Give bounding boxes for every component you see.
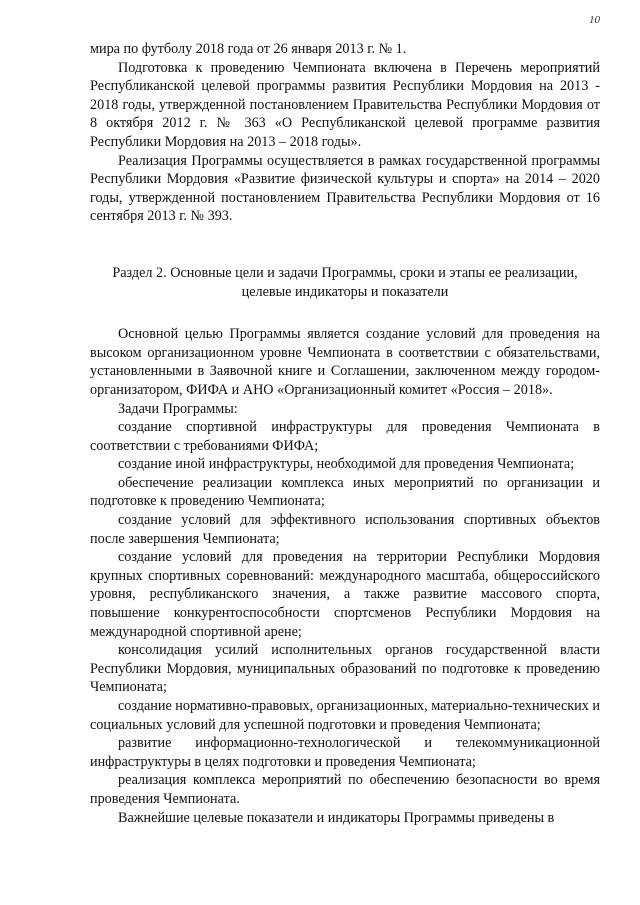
task-item: обеспечение реализации комплекса иных мероприятий по организации и подготовке к проведению Чемпионата; <box>90 474 600 510</box>
task-item: создание иной инфраструктуры, необходимой для проведения Чемпионата; <box>118 456 575 473</box>
spacer <box>90 301 600 325</box>
document-body <box>90 40 600 827</box>
task-item: реализация комплекса мероприятий по обеспечению безопасности во время проведения Чемпионата. <box>90 772 600 807</box>
page-number: 10 <box>589 14 600 26</box>
task-item: создание условий для проведения на территории Республики Мордовия крупных спортивных соревнований: международного масштаба, общероссийского уровня, республиканского значения, а также развитие массового спорта, повышение конкурентоспособности спортсменов Республики Мордовия на международной спортивной арене; <box>90 549 600 640</box>
main-goal-paragraph: Основной целью Программы является создание условий для проведения на высоком организационном уровне Чемпионата в соответствии с обязательствами, установленными в Заявочной книге и Соглашении, заключенном между городом-организатором, ФИФА и АНО «Организационный комитет «Россия – 2018». <box>90 326 600 398</box>
task-item: развитие информационно-технологической и телекоммуникационной инфраструктуры в целях подготовки и проведения Чемпионата; <box>90 735 600 770</box>
task-item: создание нормативно-правовых, организационных, материально-технических и социальных условий для успешной подготовки и проведения Чемпионата; <box>90 698 600 733</box>
task-item: создание условий для эффективного использования спортивных объектов после завершения Чемпионата; <box>90 512 600 547</box>
intro-paragraph: Подготовка к проведению Чемпионата включена в Перечень мероприятий Республиканской целевой программы развития Республики Мордовия на 2013 - 2018 годы, утвержденной постановлением Правительства Республики Мордовия от 8 октября 2012 г. № 363 «О Республиканской целевой программе развития Республики Мордовия на 2013 – 2018 годы». <box>90 59 600 150</box>
task-item: консолидация усилий исполнительных органов государственной власти Республики Мордовия, муниципальных образований по подготовке к проведению Чемпионата; <box>90 642 600 696</box>
tasks-heading: Задачи Программы: <box>118 400 238 417</box>
closing-paragraph: Важнейшие целевые показатели и индикаторы Программы приведены в <box>118 809 555 826</box>
intro-paragraph: Реализация Программы осуществляется в рамках государственной программы Республики Мордовия «Развитие физической культуры и спорта» на 2014 – 2020 годы, утвержденной постановлением Правительства Республики Мордовия от 16 сентября 2013 г. № 393. <box>90 152 600 225</box>
intro-paragraph-continuation: мира по футболу 2018 года от 26 января 2013 г. № 1. <box>90 41 407 57</box>
section-heading: Раздел 2. Основные цели и задачи Программы, сроки и этапы ее реализации, целевые индикаторы и показатели <box>112 264 578 300</box>
task-item: создание спортивной инфраструктуры для проведения Чемпионата в соответствии с требованиями ФИФА; <box>90 419 600 454</box>
spacer <box>90 226 600 264</box>
